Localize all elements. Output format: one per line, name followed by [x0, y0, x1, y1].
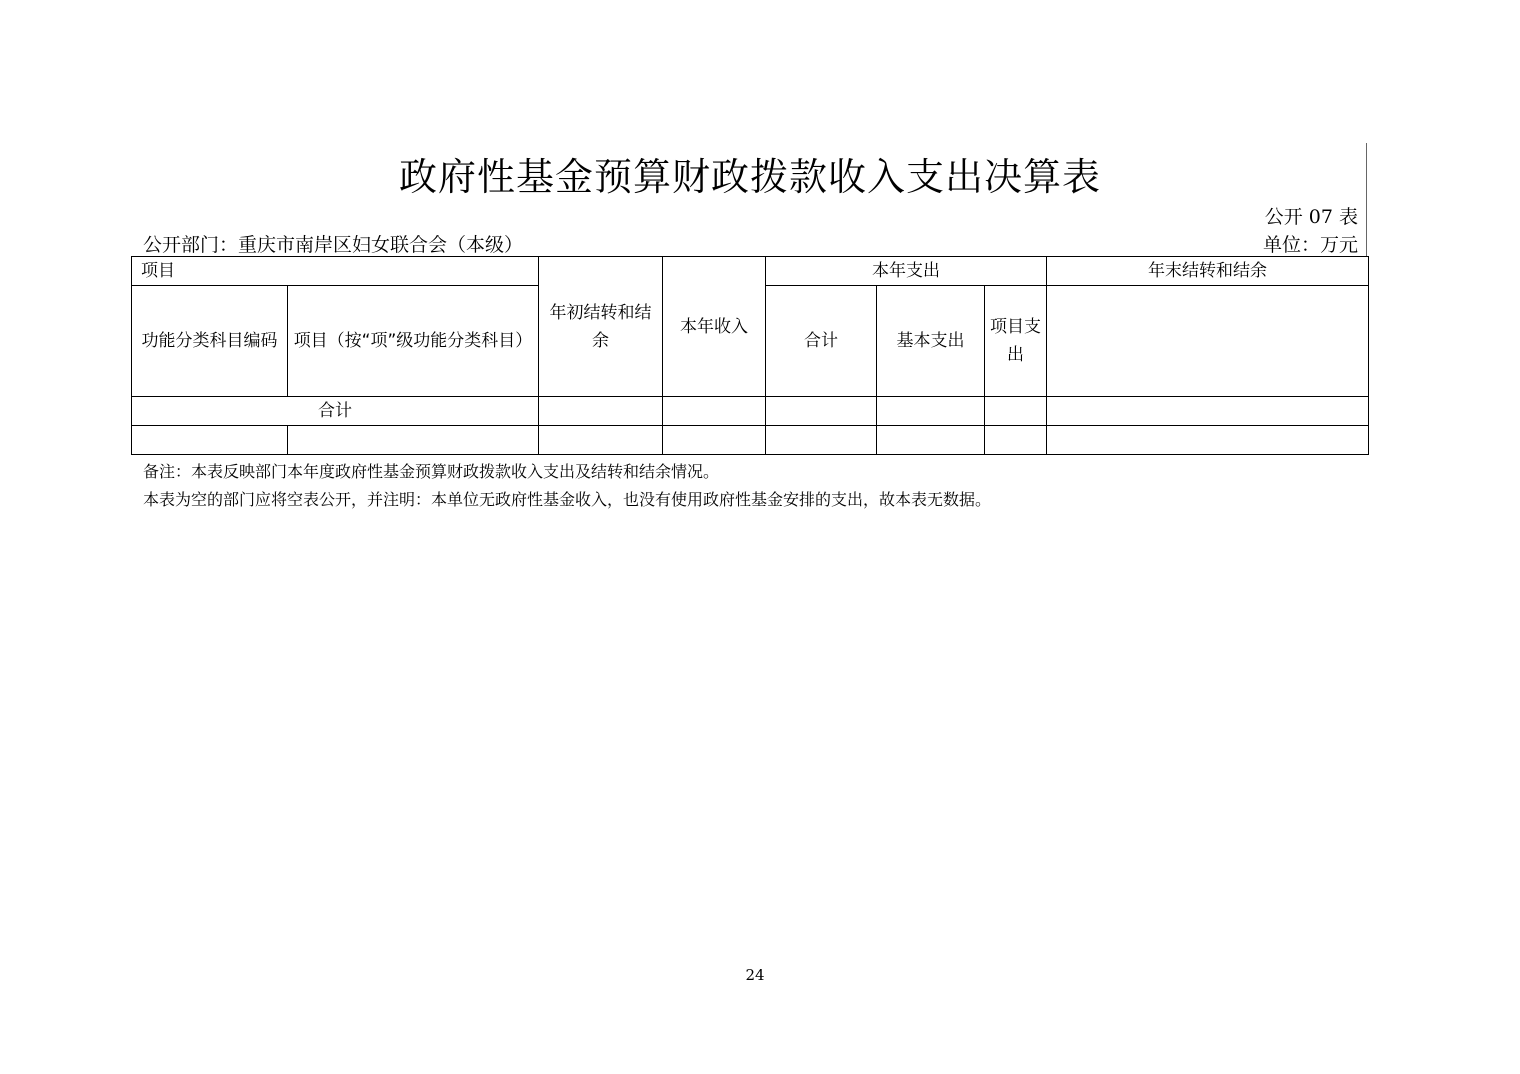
header-item-name: 项目（按“项”级功能分类科目）: [288, 286, 539, 397]
total-expense-cell: [766, 397, 877, 426]
header-function-code: 功能分类科目编码: [132, 286, 288, 397]
row-begin-cell: [539, 426, 663, 455]
row-basic-cell: [877, 426, 985, 455]
header-row-1: [132, 257, 1369, 286]
header-item: 项目: [132, 257, 539, 286]
header-expense: 本年支出: [766, 257, 1047, 286]
note-line-1: 备注：本表反映部门本年度政府性基金预算财政拨款收入支出及结转和结余情况。: [143, 462, 720, 481]
header-project-expense: 项目支出: [985, 286, 1047, 397]
total-begin-cell: [539, 397, 663, 426]
page-number: 24: [745, 966, 765, 984]
total-row: [132, 397, 1369, 426]
department-label: 公开部门：重庆市南岸区妇女联合会（本级）: [143, 234, 524, 256]
page-title: 政府性基金预算财政拨款收入支出决算表: [398, 155, 1101, 199]
row-balance-cell: [1047, 426, 1369, 455]
header-income: 本年收入: [663, 257, 766, 397]
unit-label: 单位：万元: [1262, 234, 1358, 256]
row-name-cell: [288, 426, 539, 455]
header-year-end-balance: 年末结转和结余: [1047, 257, 1369, 286]
total-row-label: 合计: [132, 397, 539, 426]
note-line-2: 本表为空的部门应将空表公开，并注明：本单位无政府性基金收入，也没有使用政府性基金安排的支出，故本表无数据。: [143, 490, 992, 509]
row-project-cell: [985, 426, 1047, 455]
total-basic-cell: [877, 397, 985, 426]
row-code-cell: [132, 426, 288, 455]
form-number: 公开 07 表: [1264, 206, 1358, 228]
row-income-cell: [663, 426, 766, 455]
budget-table: [131, 256, 1369, 455]
header-balance-empty: [1047, 286, 1369, 397]
header-basic-expense: 基本支出: [877, 286, 985, 397]
total-balance-cell: [1047, 397, 1369, 426]
table-row: [132, 426, 1369, 455]
header-begin-balance: 年初结转和结余: [539, 257, 663, 397]
header-expense-total: 合计: [766, 286, 877, 397]
row-expense-cell: [766, 426, 877, 455]
total-project-cell: [985, 397, 1047, 426]
total-income-cell: [663, 397, 766, 426]
